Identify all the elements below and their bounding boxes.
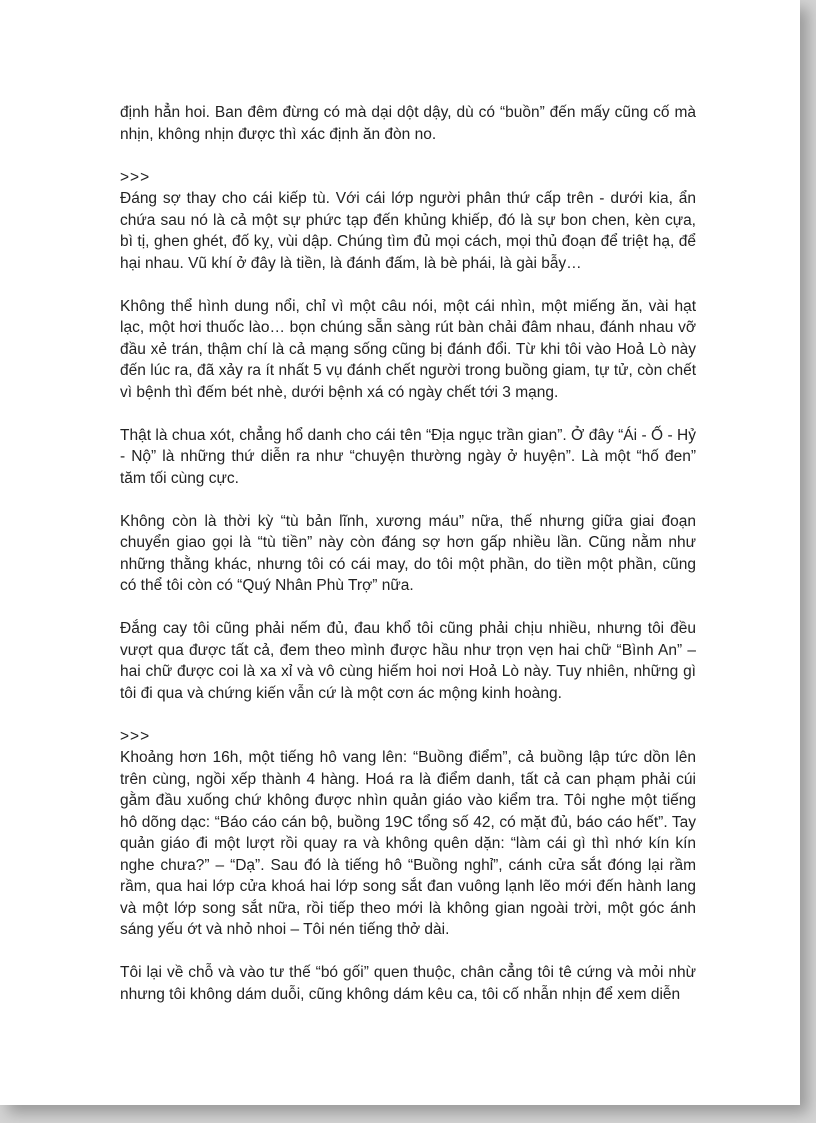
paragraph-3: Không thể hình dung nổi, chỉ vì một câu nói, một cái nhìn, một miếng ăn, vài hạt lạc, một hơi thuốc lào… bọn chúng sẵn sàng rút bàn chải đâm nhau, đánh nhau vỡ đầu xẻ trán, thậm chí là cả mạng sống cũng bị đánh đổi. Từ khi tôi vào Hoả Lò này đến lúc ra, đã xảy ra ít nhất 5 vụ đánh chết người trong buồng giam, tự tử, còn chết vì bệnh thì đếm bét nhè, dưới bệnh xá có ngày chết tới 3 mạng. xyxy=(120,297,696,401)
paragraph-2: Đáng sợ thay cho cái kiếp tù. Với cái lớp người phân thứ cấp trên - dưới kia, ẩn chứa sau nó là cả một sự phức tạp đến khủng khiếp, đó là sự bon chen, kèn cựa, bì tị, ghen ghét, đố kỵ, vùi dập. Chúng tìm đủ mọi cách, mọi thủ đoạn để triệt hạ, để hại nhau. Vũ khí ở đây là tiền, là đánh đấm, là bè phái, là gài bẫy… xyxy=(120,190,696,272)
paragraph-1: định hẳn hoi. Ban đêm đừng có mà dại dột dậy, dù có “buồn” đến mấy cũng cố mà nhịn, không nhịn được thì xác định ăn đòn no. xyxy=(120,104,696,143)
page-body xyxy=(120,102,696,1005)
paragraph-5: Không còn là thời kỳ “tù bản lĩnh, xương máu” nữa, thế nhưng giữa giai đoạn chuyển giao gọi là “tù tiền” này còn đáng sợ hơn gấp nhiều lần. Cũng nằm như những thằng khác, nhưng tôi có cái may, do tôi một phần, do tiền một phần, cũng có thể tôi còn có “Quý Nhân Phù Trợ” nữa. xyxy=(120,512,696,594)
section-divider-1: >>> xyxy=(120,168,151,186)
section-divider-2: >>> xyxy=(120,727,151,745)
paragraph-4: Thật là chua xót, chẳng hổ danh cho cái tên “Địa ngục trần gian”. Ở đây “Ái - Ố - Hỷ - Nộ” là những thứ diễn ra như “chuyện thường ngày ở huyện”. Là một “hố đen” tăm tối cùng cực. xyxy=(120,426,696,487)
paragraph-6: Đắng cay tôi cũng phải nếm đủ, đau khổ tôi cũng phải chịu nhiều, nhưng tôi đều vượt qua được tất cả, đem theo mình được hầu như trọn vẹn hai chữ “Bình An” – hai chữ được coi là xa xỉ và vô cùng hiếm hoi nơi Hoả Lò này. Tuy nhiên, những gì tôi đi qua và chứng kiến vẫn cứ là một cơn ác mộng kinh hoàng. xyxy=(120,620,696,702)
paragraph-8: Tôi lại về chỗ và vào tư thế “bó gối” quen thuộc, chân cẳng tôi tê cứng và mỏi nhừ nhưng tôi không dám duỗi, cũng không dám kêu ca, tôi cố nhẫn nhịn để xem diễn xyxy=(120,964,696,1003)
paragraph-7: Khoảng hơn 16h, một tiếng hô vang lên: “Buồng điểm”, cả buồng lập tức dồn lên trên cùng, ngồi xếp thành 4 hàng. Hoá ra là điểm danh, tất cả can phạm phải cúi gằm đầu xuống chứ không được nhìn quản giáo vào kiểm tra. Tôi nghe một tiếng hô dõng dạc: “Báo cáo cán bộ, buồng 19C tổng số 42, có mặt đủ, báo cáo hết”. Tay quản giáo đi một lượt rồi quay ra và không quên dặn: “làm cái gì thì nhớ kín kín nghe chưa?” – “Dạ”. Sau đó là tiếng hô “Buồng nghỉ”, cánh cửa sắt đóng lại rầm rầm, qua hai lớp cửa khoá hai lớp song sắt đan vuông lạnh lẽo mới đến hành lang và một lớp song sắt nữa, rồi tiếp theo mới là không gian ngoài trời, một góc ánh sáng yếu ớt và nhỏ nhoi – Tôi nén tiếng thở dài. xyxy=(120,749,696,938)
